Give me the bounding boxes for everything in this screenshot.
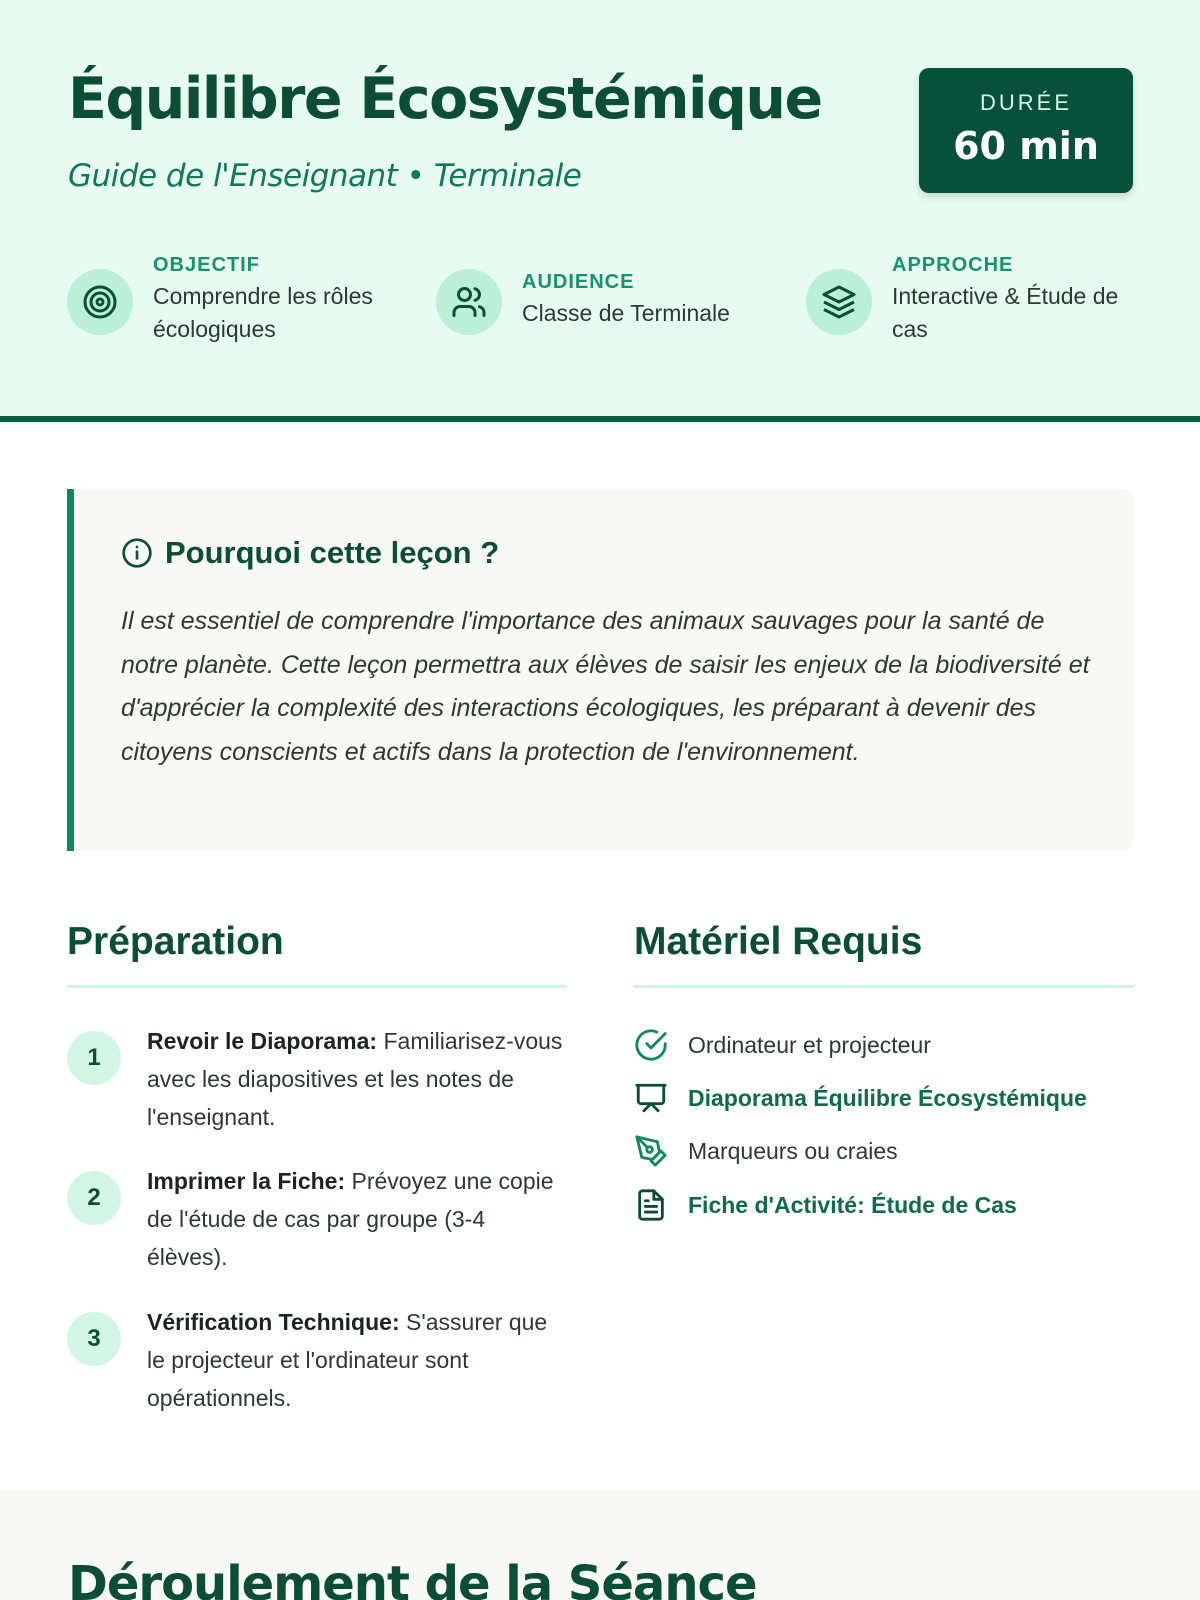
step-title: Vérification Technique: xyxy=(147,1309,400,1335)
session-title: Déroulement de la Séance xyxy=(68,1556,757,1600)
session-section xyxy=(0,1490,1200,1600)
step-title: Revoir le Diaporama: xyxy=(147,1028,378,1054)
meta-label: AUDIENCE xyxy=(522,271,635,293)
duration-value: 60 min xyxy=(953,124,1099,168)
header-banner xyxy=(0,0,1200,422)
step-number: 1 xyxy=(67,1031,121,1085)
meta-approach xyxy=(806,254,1136,346)
step-text xyxy=(147,1162,567,1276)
meta-label: APPROCHE xyxy=(892,254,1014,276)
step-description: Prévoyez une copie de l'étude de cas par groupe (3-4 élèves). xyxy=(147,1168,554,1270)
step-text xyxy=(147,1303,567,1417)
step-text xyxy=(147,1022,567,1136)
worksheet-link[interactable]: Fiche d'Activité: Étude de Cas xyxy=(688,1191,1017,1218)
step-title: Imprimer la Fiche: xyxy=(147,1168,346,1194)
meta-label: OBJECTIF xyxy=(153,254,260,276)
step-description: S'assurer que le projecteur et l'ordinateur sont opérationnels. xyxy=(147,1309,548,1411)
file-text-icon xyxy=(634,1188,668,1222)
why-heading xyxy=(121,535,499,571)
step-number: 3 xyxy=(67,1312,121,1366)
layers-icon xyxy=(806,269,872,335)
material-item xyxy=(634,1133,898,1169)
material-item xyxy=(634,1027,931,1063)
slideshow-link[interactable]: Diaporama Équilibre Écosystémique xyxy=(688,1084,1087,1111)
step-number: 2 xyxy=(67,1171,121,1225)
pen-tool-icon xyxy=(634,1134,668,1168)
meta-text: Interactive & Étude de cas xyxy=(892,283,1119,342)
presentation-icon xyxy=(634,1081,668,1115)
materials-divider xyxy=(634,985,1134,988)
why-callout xyxy=(67,489,1133,851)
meta-audience xyxy=(436,254,766,346)
why-text: Il est essentiel de comprendre l'importance des animaux sauvages pour la santé de notre planète. Cette leçon permettra aux élèves de saisir les enjeux de la biodiversité et d'apprécier la complexité des interactions écologiques, les préparant à devenir des citoyens conscients et actifs dans la protection de l'environnement. xyxy=(121,607,1090,766)
material-label: Ordinateur et projecteur xyxy=(688,1031,931,1058)
page-title: Équilibre Écosystémique xyxy=(68,66,822,132)
page-subtitle: Guide de l'Enseignant • Terminale xyxy=(68,158,582,194)
info-icon xyxy=(121,537,153,569)
step-description: Familiarisez-vous avec les diapositives et les notes de l'enseignant. xyxy=(147,1028,563,1130)
meta-objective xyxy=(67,254,397,346)
meta-text: Classe de Terminale xyxy=(522,300,730,326)
target-icon xyxy=(67,269,133,335)
material-item-slideshow[interactable] xyxy=(634,1080,1087,1116)
duration-badge xyxy=(919,68,1133,193)
preparation-divider xyxy=(67,985,567,988)
preparation-title: Préparation xyxy=(67,920,284,963)
materials-title: Matériel Requis xyxy=(634,920,923,963)
why-title: Pourquoi cette leçon ? xyxy=(165,535,500,570)
material-label: Marqueurs ou craies xyxy=(688,1137,898,1164)
material-item-worksheet[interactable] xyxy=(634,1187,1017,1223)
meta-text: Comprendre les rôles écologiques xyxy=(153,283,373,342)
duration-label: DURÉE xyxy=(979,90,1072,115)
users-icon xyxy=(436,269,502,335)
check-circle-icon xyxy=(634,1028,668,1062)
